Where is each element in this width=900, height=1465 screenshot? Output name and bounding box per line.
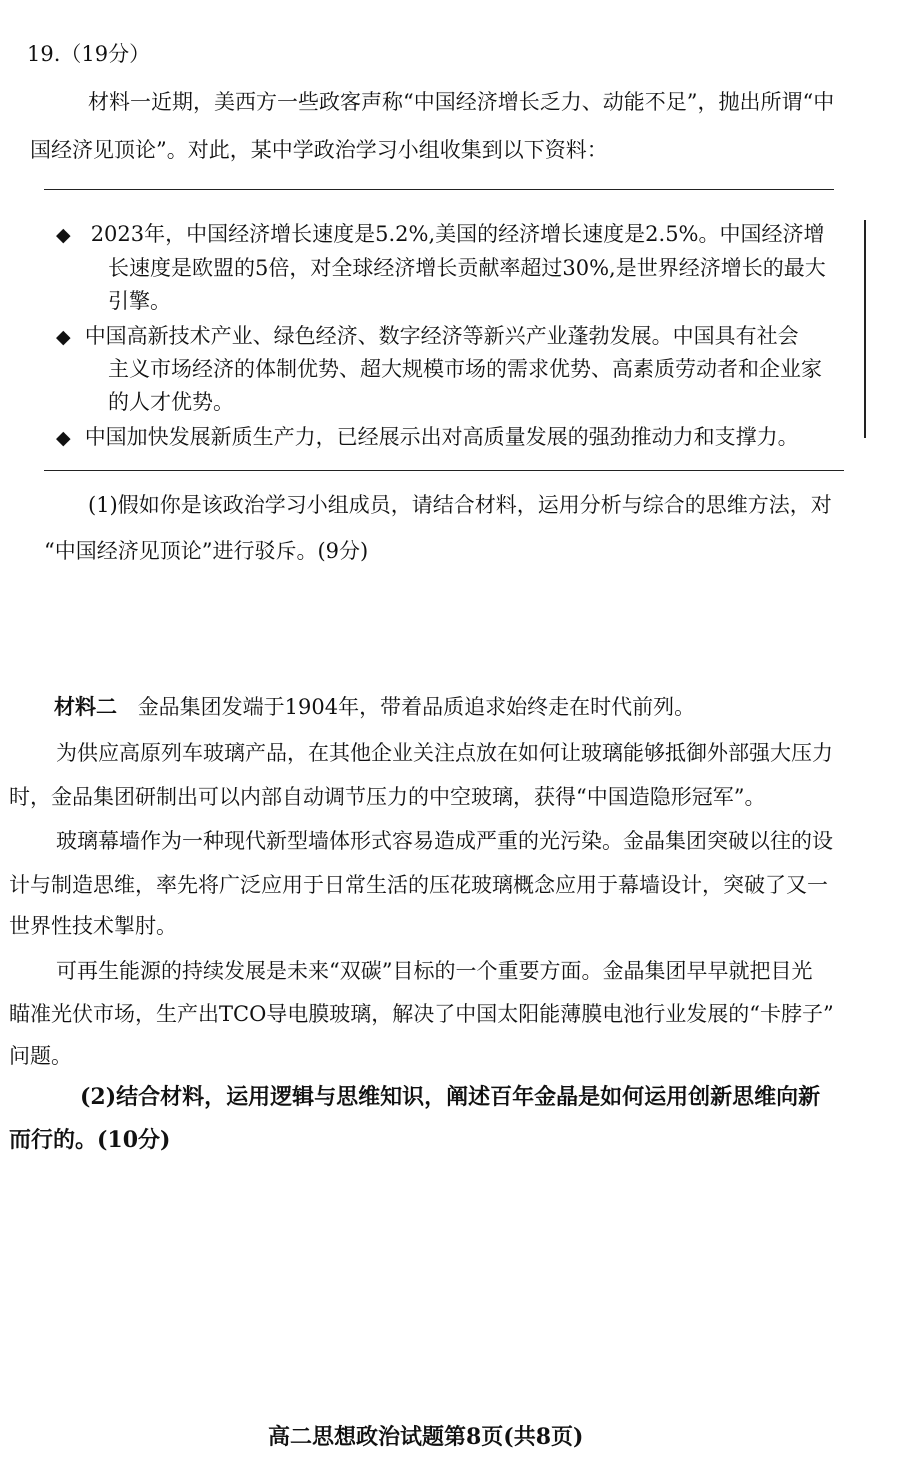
sub-question1-line2: “中国经济见顶论”进行驳斥。(9分): [44, 539, 369, 563]
bullet-line: 中国高新技术产业、绿色经济、数字经济等新兴产业蓬勃发展。中国具有社会: [84, 324, 799, 348]
material2-p3-line2: 计与制造思维，率先将广泛应用于日常生活的压花玻璃概念应用于幕墙设计，突破了又一: [9, 873, 828, 897]
bullet-item: [56, 218, 825, 251]
material2-p4-line1: 可再生能源的持续发展是未来“双碳”目标的一个重要方面。金晶集团早早就把目光: [56, 959, 813, 983]
material1-intro-line1: 材料一近期，美西方一些政客声称“中国经济增长乏力、动能不足”，抛出所谓“中: [88, 90, 835, 114]
bullet-line: 长速度是欧盟的5倍，对全球经济增长贡献率超过30%,是世界经济增长的最大: [108, 256, 826, 280]
bullet-item: [56, 320, 799, 353]
bullet-line: 主义市场经济的体制优势、超大规模市场的需求优势、高素质劳动者和企业家: [108, 357, 822, 381]
box-right-rule: [864, 220, 866, 438]
sub-question2-line2: 而行的。(10分): [9, 1127, 171, 1153]
diamond-bullet-icon: ◆: [56, 224, 71, 246]
material2-p1-text: 金品集团发端于1904年，带着品质追求始终走在时代前列。: [137, 695, 696, 719]
material2-p3-line3: 世界性技术掣肘。: [9, 914, 177, 938]
diamond-bullet-icon: ◆: [56, 427, 71, 449]
diamond-bullet-icon: ◆: [56, 326, 71, 348]
sub-question1-line1: (1)假如你是该政治学习小组成员，请结合材料，运用分析与综合的思维方法，对: [88, 493, 832, 517]
material2-p2-line2: 时，金品集团研制出可以内部自动调节压力的中空玻璃，获得“中国造隐形冠军”。: [9, 785, 766, 809]
material2-p2-line1: 为供应高原列车玻璃产品，在其他企业关注点放在如何让玻璃能够抵御外部强大压力: [56, 741, 833, 765]
material2-p4-line3: 问题。: [9, 1044, 72, 1068]
material2-p4-line2: 瞄准光伏市场，生产出TCO导电膜玻璃，解决了中国太阳能薄膜电池行业发展的“卡脖子”: [9, 1002, 834, 1026]
material1-intro-line2: 国经济见顶论”。对此，某中学政治学习小组收集到以下资料：: [30, 138, 608, 162]
bullet-line: 引擎。: [108, 289, 171, 313]
material2-paragraph1: [54, 691, 695, 723]
page-footer: 高二思想政治试题第8页(共8页): [268, 1424, 584, 1450]
material2-p3-line1: 玻璃幕墙作为一种现代新型墙体形式容易造成严重的光污染。金晶集团突破以往的设: [56, 829, 833, 853]
bullet-line: 的人才优势。: [108, 390, 234, 414]
box-top-rule: [44, 189, 834, 190]
bullet-item: [56, 421, 799, 454]
material2-label: 材料二: [54, 694, 117, 719]
box-bottom-rule: [44, 470, 844, 471]
bullet-line: 2023年，中国经济增长速度是5.2%,美国的经济增长速度是2.5%。中国经济增: [90, 222, 825, 246]
question-number: 19.（19分）: [27, 42, 151, 66]
sub-question2-line1: (2)结合材料，运用逻辑与思维知识，阐述百年金晶是如何运用创新思维向新: [80, 1084, 821, 1110]
bullet-line: 中国加快发展新质生产力，已经展示出对高质量发展的强劲推动力和支撑力。: [84, 425, 799, 449]
